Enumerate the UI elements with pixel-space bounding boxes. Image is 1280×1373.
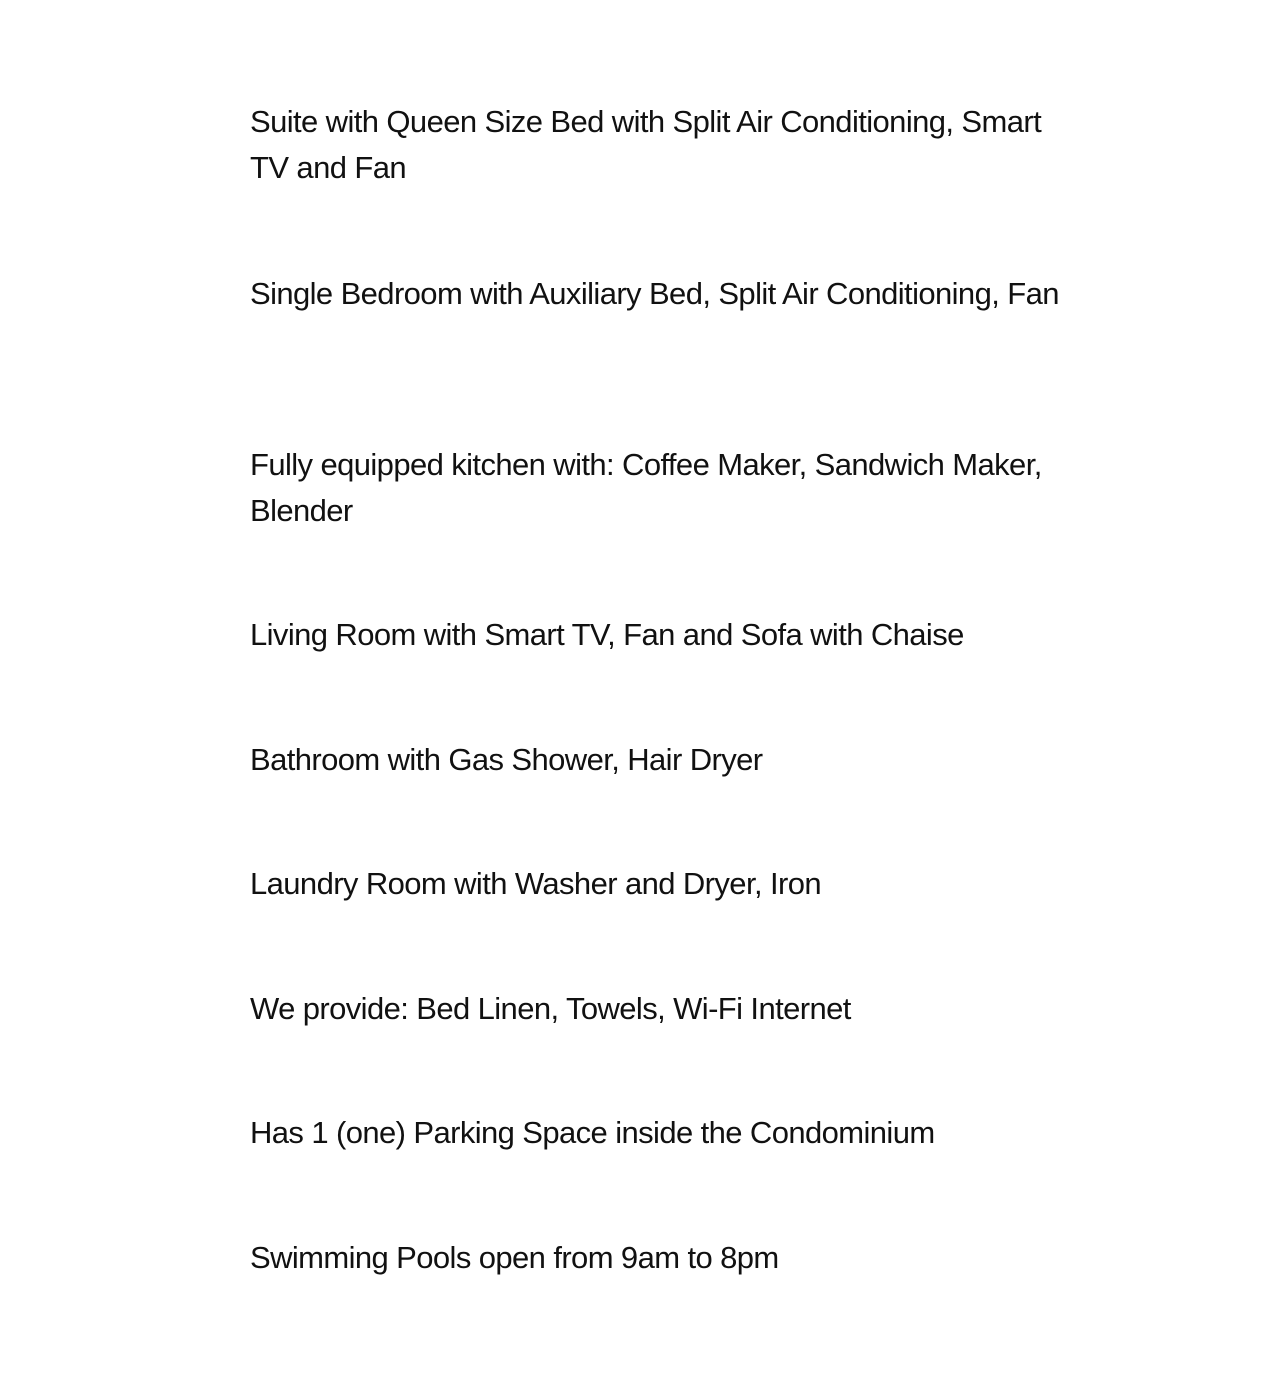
amenity-single-bedroom: Single Bedroom with Auxiliary Bed, Split Air Conditioning, Fan	[250, 276, 1059, 311]
amenity-parking: Has 1 (one) Parking Space inside the Condominium	[250, 1115, 935, 1150]
amenity-laundry-room: Laundry Room with Washer and Dryer, Iron	[250, 866, 821, 901]
amenity-suite: Suite with Queen Size Bed with Split Air Conditioning, Smart TV and Fan	[250, 104, 1042, 185]
amenity-swimming-pools: Swimming Pools open from 9am to 8pm	[250, 1240, 779, 1275]
amenity-provided-items: We provide: Bed Linen, Towels, Wi-Fi Internet	[250, 991, 851, 1026]
amenity-bathroom: Bathroom with Gas Shower, Hair Dryer	[250, 742, 763, 777]
amenity-kitchen: Fully equipped kitchen with: Coffee Maker, Sandwich Maker, Blender	[250, 447, 1042, 528]
amenity-living-room: Living Room with Smart TV, Fan and Sofa with Chaise	[250, 617, 964, 652]
